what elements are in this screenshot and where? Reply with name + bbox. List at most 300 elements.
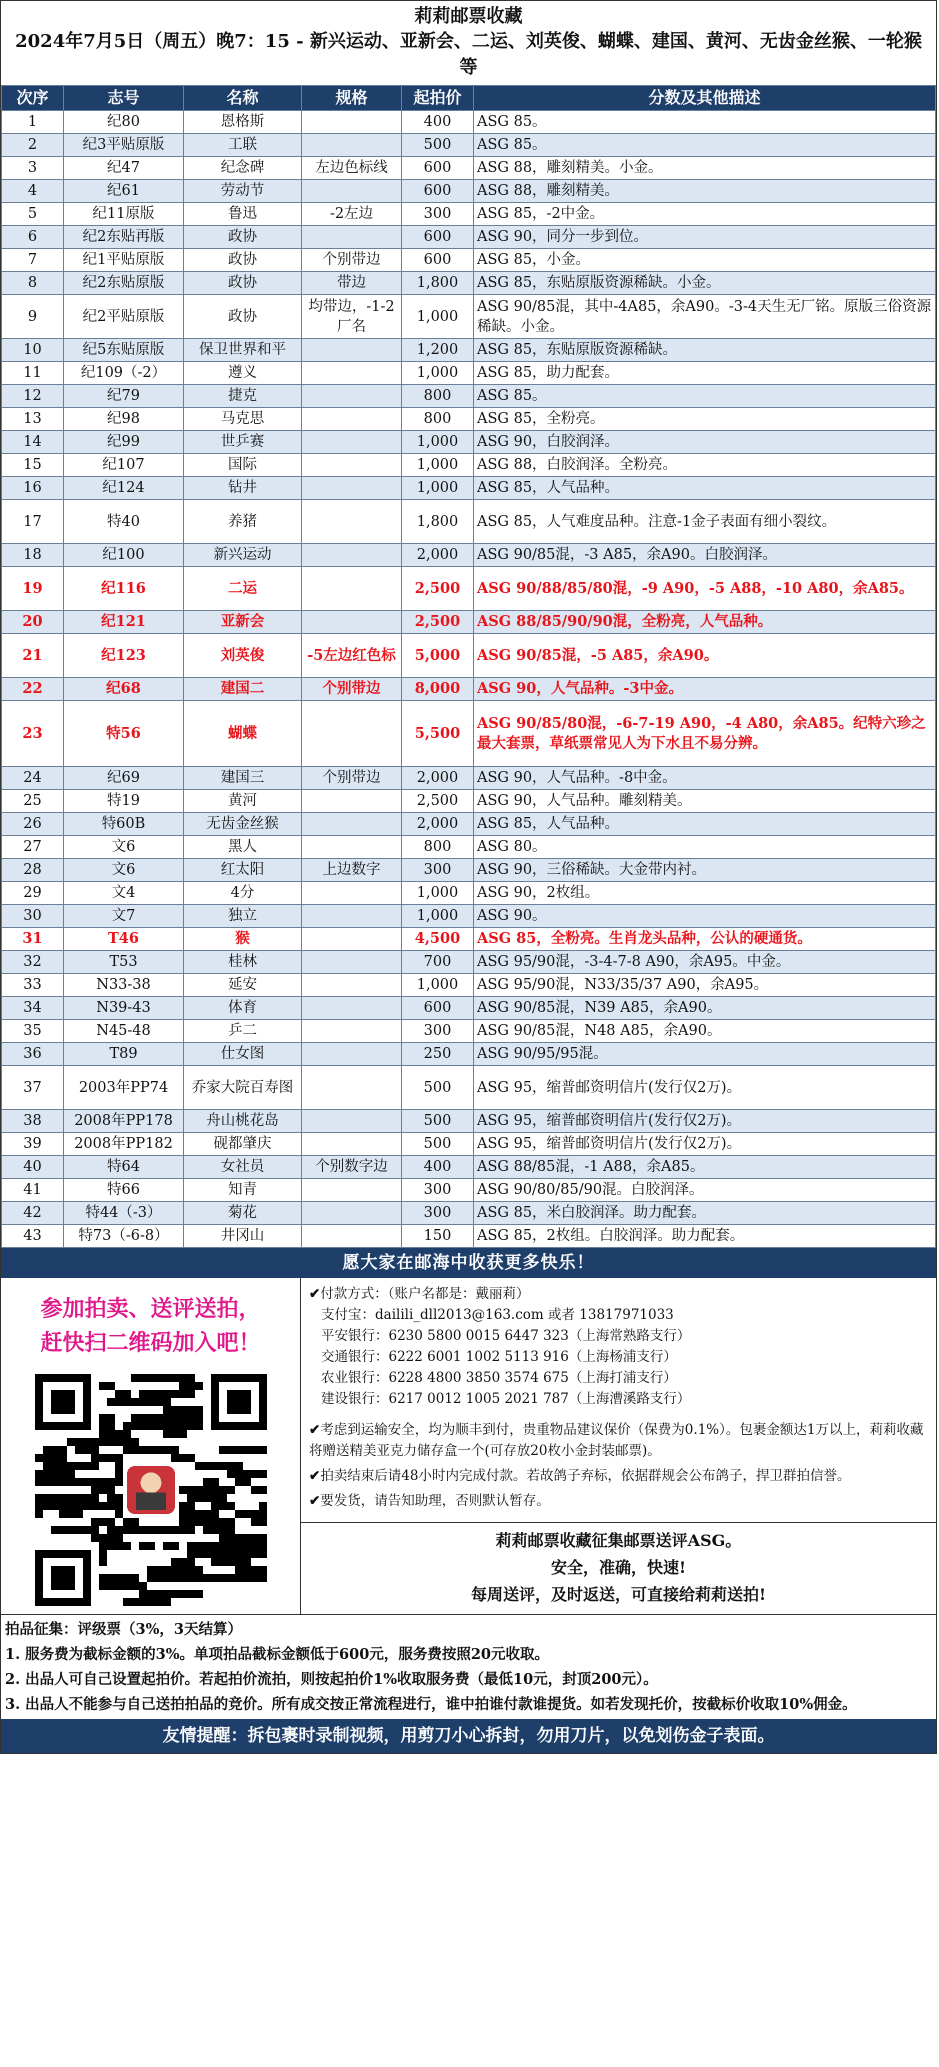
stamp-spec bbox=[302, 1202, 402, 1225]
stamp-id: 纪61 bbox=[64, 180, 184, 203]
col-header: 起拍价 bbox=[402, 86, 474, 111]
grade-description: ASG 90，白胶润泽。 bbox=[474, 431, 936, 454]
table-row bbox=[2, 385, 936, 408]
stamp-spec bbox=[302, 362, 402, 385]
stamp-name: 舟山桃花岛 bbox=[184, 1110, 302, 1133]
stamp-name: 独立 bbox=[184, 905, 302, 928]
table-row bbox=[2, 226, 936, 249]
grade-description: ASG 90/85混，N39 A85，余A90。 bbox=[474, 997, 936, 1020]
stamp-name: 保卫世界和平 bbox=[184, 339, 302, 362]
stamp-name: 黄河 bbox=[184, 790, 302, 813]
stamp-id: 特66 bbox=[64, 1179, 184, 1202]
table-row bbox=[2, 431, 936, 454]
stamp-name: 蝴蝶 bbox=[184, 701, 302, 767]
grade-description: ASG 90。 bbox=[474, 905, 936, 928]
notes-list bbox=[301, 1420, 936, 1522]
table-row bbox=[2, 500, 936, 544]
col-header: 志号 bbox=[64, 86, 184, 111]
stamp-id: 特60B bbox=[64, 813, 184, 836]
grade-description: ASG 85。 bbox=[474, 385, 936, 408]
lot-number: 7 bbox=[2, 249, 64, 272]
stamp-name: 黑人 bbox=[184, 836, 302, 859]
lot-number: 39 bbox=[2, 1133, 64, 1156]
consignment-rules bbox=[1, 1615, 936, 1719]
table-row bbox=[2, 1179, 936, 1202]
lot-number: 33 bbox=[2, 974, 64, 997]
stamp-spec bbox=[302, 1133, 402, 1156]
table-row bbox=[2, 477, 936, 500]
start-price: 600 bbox=[402, 997, 474, 1020]
stamp-spec bbox=[302, 905, 402, 928]
grade-description: ASG 90，同分一步到位。 bbox=[474, 226, 936, 249]
payment-account: 建设银行：6217 0012 1005 2021 787（上海漕溪路支行） bbox=[321, 1391, 691, 1407]
table-row bbox=[2, 951, 936, 974]
table-row bbox=[2, 454, 936, 477]
stamp-name: 乒二 bbox=[184, 1020, 302, 1043]
col-header: 规格 bbox=[302, 86, 402, 111]
grade-description: ASG 90，人气品种。-3中金。 bbox=[474, 678, 936, 701]
stamp-spec: 带边 bbox=[302, 272, 402, 295]
stamp-name: 二运 bbox=[184, 567, 302, 611]
grade-description: ASG 88/85混，-1 A88，余A85。 bbox=[474, 1156, 936, 1179]
table-row bbox=[2, 1043, 936, 1066]
stamp-name: 新兴运动 bbox=[184, 544, 302, 567]
lot-number: 17 bbox=[2, 500, 64, 544]
start-price: 1,000 bbox=[402, 431, 474, 454]
asg-line: 安全，准确，快速! bbox=[550, 1558, 687, 1577]
stamp-id: 文6 bbox=[64, 836, 184, 859]
grade-description: ASG 85，助力配套。 bbox=[474, 362, 936, 385]
lot-number: 26 bbox=[2, 813, 64, 836]
grade-description: ASG 85，东贴原版资源稀缺。小金。 bbox=[474, 272, 936, 295]
grade-description: ASG 95/90混，N33/35/37 A90，余A95。 bbox=[474, 974, 936, 997]
col-header: 分数及其他描述 bbox=[474, 86, 936, 111]
start-price: 5,500 bbox=[402, 701, 474, 767]
lot-number: 35 bbox=[2, 1020, 64, 1043]
start-price: 300 bbox=[402, 203, 474, 226]
grade-description: ASG 90/85混，其中-4A85，余A90。-3-4天生无厂铭。原版三俗资源稀缺。小金。 bbox=[474, 295, 936, 339]
stamp-spec bbox=[302, 544, 402, 567]
stamp-name: 政协 bbox=[184, 295, 302, 339]
lot-number: 25 bbox=[2, 790, 64, 813]
stamp-id: 文7 bbox=[64, 905, 184, 928]
stamp-name: 刘英俊 bbox=[184, 634, 302, 678]
check-icon: ✔ bbox=[309, 1468, 321, 1484]
start-price: 500 bbox=[402, 1066, 474, 1110]
lot-number: 16 bbox=[2, 477, 64, 500]
stamp-name: 砚都肇庆 bbox=[184, 1133, 302, 1156]
table-row bbox=[2, 295, 936, 339]
start-price: 600 bbox=[402, 249, 474, 272]
stamp-id: 纪123 bbox=[64, 634, 184, 678]
rule-item: 2. 出品人可自己设置起拍价。若起拍价流拍，则按起拍价1%收取服务费（最低10元，封顶200元）。 bbox=[5, 1671, 658, 1688]
stamp-id: 纪2东贴原版 bbox=[64, 272, 184, 295]
grade-description: ASG 88/85/90/90混，全粉亮，人气品种。 bbox=[474, 611, 936, 634]
table-row bbox=[2, 408, 936, 431]
stamp-spec: 均带边，-1-2厂名 bbox=[302, 295, 402, 339]
table-row bbox=[2, 813, 936, 836]
start-price: 2,000 bbox=[402, 767, 474, 790]
start-price: 500 bbox=[402, 1133, 474, 1156]
table-row bbox=[2, 203, 936, 226]
stamp-name: 遵义 bbox=[184, 362, 302, 385]
start-price: 2,500 bbox=[402, 611, 474, 634]
start-price: 1,000 bbox=[402, 882, 474, 905]
promo-line: 赶快扫二维码加入吧！ bbox=[40, 1330, 261, 1356]
table-row bbox=[2, 134, 936, 157]
payment-panel bbox=[301, 1278, 936, 1614]
stamp-spec bbox=[302, 1020, 402, 1043]
stamp-spec bbox=[302, 1179, 402, 1202]
grade-description: ASG 90/85混，N48 A85，余A90。 bbox=[474, 1020, 936, 1043]
lot-number: 32 bbox=[2, 951, 64, 974]
start-price: 250 bbox=[402, 1043, 474, 1066]
start-price: 1,000 bbox=[402, 905, 474, 928]
auction-subtitle: 2024年7月5日（周五）晚7：15 - 新兴运动、亚新会、二运、刘英俊、蝴蝶、建国、黄河、无齿金丝猴、一轮猴等 bbox=[15, 31, 922, 78]
grade-description: ASG 85，人气品种。 bbox=[474, 813, 936, 836]
table-row bbox=[2, 1110, 936, 1133]
table-row bbox=[2, 1133, 936, 1156]
stamp-spec bbox=[302, 882, 402, 905]
blessing-banner: 愿大家在邮海中收获更多快乐！ bbox=[1, 1248, 936, 1278]
lot-number: 10 bbox=[2, 339, 64, 362]
start-price: 600 bbox=[402, 157, 474, 180]
start-price: 300 bbox=[402, 1179, 474, 1202]
grade-description: ASG 95，缩普邮资明信片(发行仅2万)。 bbox=[474, 1066, 936, 1110]
grade-description: ASG 90/85混，-5 A85，余A90。 bbox=[474, 634, 936, 678]
stamp-name: 体育 bbox=[184, 997, 302, 1020]
grade-description: ASG 95，缩普邮资明信片(发行仅2万)。 bbox=[474, 1133, 936, 1156]
table-header-row bbox=[2, 86, 936, 111]
grade-description: ASG 85，人气难度品种。注意-1金子表面有细小裂纹。 bbox=[474, 500, 936, 544]
stamp-name: 猴 bbox=[184, 928, 302, 951]
start-price: 150 bbox=[402, 1225, 474, 1248]
start-price: 600 bbox=[402, 180, 474, 203]
lot-number: 36 bbox=[2, 1043, 64, 1066]
table-row bbox=[2, 1066, 936, 1110]
start-price: 400 bbox=[402, 111, 474, 134]
grade-description: ASG 90，三俗稀缺。大金带内衬。 bbox=[474, 859, 936, 882]
friendly-reminder: 友情提醒：拆包裹时录制视频，用剪刀小心拆封，勿用刀片，以免划伤金子表面。 bbox=[1, 1719, 936, 1753]
stamp-id: 纪98 bbox=[64, 408, 184, 431]
grade-description: ASG 85，全粉亮。 bbox=[474, 408, 936, 431]
lot-number: 28 bbox=[2, 859, 64, 882]
stamp-spec bbox=[302, 790, 402, 813]
stamp-name: 建国三 bbox=[184, 767, 302, 790]
start-price: 1,000 bbox=[402, 454, 474, 477]
lot-number: 42 bbox=[2, 1202, 64, 1225]
table-row bbox=[2, 1225, 936, 1248]
stamp-spec bbox=[302, 997, 402, 1020]
stamp-name: 无齿金丝猴 bbox=[184, 813, 302, 836]
stamp-spec bbox=[302, 408, 402, 431]
start-price: 1,200 bbox=[402, 339, 474, 362]
note-item: 拍卖结束后请48小时内完成付款。若故鸽子弃标，依据群规会公布鸽子，捍卫群拍信誉。 bbox=[320, 1468, 851, 1484]
stamp-name: 恩格斯 bbox=[184, 111, 302, 134]
table-row bbox=[2, 611, 936, 634]
lot-number: 20 bbox=[2, 611, 64, 634]
stamp-spec: -5左边红色标 bbox=[302, 634, 402, 678]
payment-methods bbox=[301, 1278, 936, 1418]
stamp-id: 纪109（-2） bbox=[64, 362, 184, 385]
lot-number: 1 bbox=[2, 111, 64, 134]
start-price: 1,000 bbox=[402, 974, 474, 997]
stamp-spec bbox=[302, 974, 402, 997]
stamp-id: 特64 bbox=[64, 1156, 184, 1179]
lot-number: 21 bbox=[2, 634, 64, 678]
stamp-id: 纪2平贴原版 bbox=[64, 295, 184, 339]
payment-account: 平安银行：6230 5800 0015 6447 323（上海常熟路支行） bbox=[321, 1328, 691, 1344]
qr-code-icon[interactable] bbox=[35, 1374, 267, 1606]
start-price: 5,000 bbox=[402, 634, 474, 678]
info-section bbox=[1, 1278, 936, 1615]
stamp-id: 纪80 bbox=[64, 111, 184, 134]
stamp-id: 纪68 bbox=[64, 678, 184, 701]
lot-number: 38 bbox=[2, 1110, 64, 1133]
check-icon: ✔ bbox=[309, 1422, 321, 1438]
stamp-spec: 个别带边 bbox=[302, 249, 402, 272]
stamp-id: 纪99 bbox=[64, 431, 184, 454]
stamp-id: N33-38 bbox=[64, 974, 184, 997]
grade-description: ASG 80。 bbox=[474, 836, 936, 859]
lot-number: 40 bbox=[2, 1156, 64, 1179]
stamp-name: 菊花 bbox=[184, 1202, 302, 1225]
stamp-id: 纪100 bbox=[64, 544, 184, 567]
stamp-id: 纪121 bbox=[64, 611, 184, 634]
lot-number: 3 bbox=[2, 157, 64, 180]
table-row bbox=[2, 111, 936, 134]
stamp-id: 文4 bbox=[64, 882, 184, 905]
stamp-name: 马克思 bbox=[184, 408, 302, 431]
table-row bbox=[2, 634, 936, 678]
stamp-spec bbox=[302, 611, 402, 634]
col-header: 名称 bbox=[184, 86, 302, 111]
stamp-spec bbox=[302, 111, 402, 134]
promo-panel bbox=[1, 1278, 301, 1614]
stamp-spec bbox=[302, 477, 402, 500]
stamp-id: T46 bbox=[64, 928, 184, 951]
lot-number: 6 bbox=[2, 226, 64, 249]
asg-line: 每周送评，及时返送，可直接给莉莉送拍! bbox=[470, 1585, 767, 1604]
start-price: 500 bbox=[402, 134, 474, 157]
table-row bbox=[2, 157, 936, 180]
stamp-name: 红太阳 bbox=[184, 859, 302, 882]
lot-number: 34 bbox=[2, 997, 64, 1020]
lot-number: 24 bbox=[2, 767, 64, 790]
lot-number: 9 bbox=[2, 295, 64, 339]
start-price: 4,500 bbox=[402, 928, 474, 951]
lot-number: 4 bbox=[2, 180, 64, 203]
check-icon: ✔ bbox=[309, 1493, 321, 1509]
table-row bbox=[2, 180, 936, 203]
start-price: 1,800 bbox=[402, 272, 474, 295]
stamp-id: 纪3平贴原版 bbox=[64, 134, 184, 157]
grade-description: ASG 88，雕刻精美。小金。 bbox=[474, 157, 936, 180]
stamp-name: 政协 bbox=[184, 249, 302, 272]
grade-description: ASG 90，2枚组。 bbox=[474, 882, 936, 905]
lot-number: 37 bbox=[2, 1066, 64, 1110]
grade-description: ASG 85。 bbox=[474, 111, 936, 134]
lot-number: 13 bbox=[2, 408, 64, 431]
stamp-spec bbox=[302, 1225, 402, 1248]
stamp-name: 政协 bbox=[184, 272, 302, 295]
stamp-spec: 上边数字 bbox=[302, 859, 402, 882]
lot-number: 8 bbox=[2, 272, 64, 295]
table-row bbox=[2, 1156, 936, 1179]
stamp-id: 纪47 bbox=[64, 157, 184, 180]
stamp-spec: -2左边 bbox=[302, 203, 402, 226]
stamp-spec bbox=[302, 567, 402, 611]
grade-description: ASG 90，人气品种。雕刻精美。 bbox=[474, 790, 936, 813]
start-price: 2,000 bbox=[402, 544, 474, 567]
promo-line: 参加拍卖、送评送拍， bbox=[40, 1296, 261, 1322]
stamp-name: 女社员 bbox=[184, 1156, 302, 1179]
rule-item: 1. 服务费为截标金额的3%。单项拍品截标金额低于600元，服务费按照20元收取。 bbox=[5, 1646, 549, 1663]
lot-number: 11 bbox=[2, 362, 64, 385]
stamp-id: N39-43 bbox=[64, 997, 184, 1020]
table-row bbox=[2, 339, 936, 362]
stamp-spec bbox=[302, 500, 402, 544]
start-price: 8,000 bbox=[402, 678, 474, 701]
stamp-name: 知青 bbox=[184, 1179, 302, 1202]
start-price: 1,000 bbox=[402, 362, 474, 385]
stamp-name: 鲁迅 bbox=[184, 203, 302, 226]
stamp-spec: 个别带边 bbox=[302, 767, 402, 790]
table-row bbox=[2, 790, 936, 813]
start-price: 1,800 bbox=[402, 500, 474, 544]
stamp-id: 纪11原版 bbox=[64, 203, 184, 226]
grade-description: ASG 85，人气品种。 bbox=[474, 477, 936, 500]
start-price: 600 bbox=[402, 226, 474, 249]
stamp-name: 政协 bbox=[184, 226, 302, 249]
payment-account: 农业银行：6228 4800 3850 3574 675（上海打浦支行） bbox=[321, 1370, 677, 1386]
col-header: 次序 bbox=[2, 86, 64, 111]
lot-number: 43 bbox=[2, 1225, 64, 1248]
stamp-id: 纪107 bbox=[64, 454, 184, 477]
asg-service-box bbox=[301, 1522, 936, 1614]
table-row bbox=[2, 836, 936, 859]
lot-number: 19 bbox=[2, 567, 64, 611]
lot-number: 12 bbox=[2, 385, 64, 408]
start-price: 700 bbox=[402, 951, 474, 974]
start-price: 1,000 bbox=[402, 295, 474, 339]
stamp-name: 劳动节 bbox=[184, 180, 302, 203]
lot-number: 29 bbox=[2, 882, 64, 905]
grade-description: ASG 90/85混，-3 A85，余A90。白胶润泽。 bbox=[474, 544, 936, 567]
table-row bbox=[2, 567, 936, 611]
stamp-spec bbox=[302, 454, 402, 477]
lot-number: 2 bbox=[2, 134, 64, 157]
table-row bbox=[2, 1202, 936, 1225]
lot-number: 22 bbox=[2, 678, 64, 701]
table-row bbox=[2, 905, 936, 928]
stamp-name: 工联 bbox=[184, 134, 302, 157]
lot-number: 18 bbox=[2, 544, 64, 567]
start-price: 2,500 bbox=[402, 567, 474, 611]
stamp-id: 纪5东贴原版 bbox=[64, 339, 184, 362]
start-price: 2,500 bbox=[402, 790, 474, 813]
grade-description: ASG 90/85/80混，-6-7-19 A90，-4 A80，余A85。纪特六珍之最大套票，草纸票常见人为下水且不易分辨。 bbox=[474, 701, 936, 767]
table-row bbox=[2, 249, 936, 272]
stamp-id: T53 bbox=[64, 951, 184, 974]
table-row bbox=[2, 882, 936, 905]
start-price: 800 bbox=[402, 408, 474, 431]
stamp-name: 仕女图 bbox=[184, 1043, 302, 1066]
stamp-name: 井冈山 bbox=[184, 1225, 302, 1248]
table-row bbox=[2, 928, 936, 951]
stamp-id: 纪79 bbox=[64, 385, 184, 408]
stamp-spec bbox=[302, 134, 402, 157]
grade-description: ASG 95/90混，-3-4-7-8 A90，余A95。中金。 bbox=[474, 951, 936, 974]
stamp-name: 钻井 bbox=[184, 477, 302, 500]
start-price: 800 bbox=[402, 385, 474, 408]
stamp-spec: 左边色标线 bbox=[302, 157, 402, 180]
start-price: 400 bbox=[402, 1156, 474, 1179]
stamp-id: 纪124 bbox=[64, 477, 184, 500]
table-row bbox=[2, 1020, 936, 1043]
stamp-spec bbox=[302, 385, 402, 408]
stamp-name: 延安 bbox=[184, 974, 302, 997]
lot-number: 15 bbox=[2, 454, 64, 477]
stamp-id: 特73（-6-8） bbox=[64, 1225, 184, 1248]
stamp-name: 养猪 bbox=[184, 500, 302, 544]
stamp-spec bbox=[302, 1110, 402, 1133]
stamp-spec bbox=[302, 836, 402, 859]
check-icon: ✔ bbox=[309, 1286, 321, 1302]
table-row bbox=[2, 362, 936, 385]
grade-description: ASG 90，人气品种。-8中金。 bbox=[474, 767, 936, 790]
stamp-id: 特56 bbox=[64, 701, 184, 767]
lots-body bbox=[2, 111, 936, 1248]
stamp-id: 文6 bbox=[64, 859, 184, 882]
lot-number: 5 bbox=[2, 203, 64, 226]
stamp-id: 2003年PP74 bbox=[64, 1066, 184, 1110]
stamp-name: 国际 bbox=[184, 454, 302, 477]
grade-description: ASG 88，白胶润泽。全粉亮。 bbox=[474, 454, 936, 477]
stamp-id: N45-48 bbox=[64, 1020, 184, 1043]
table-row bbox=[2, 859, 936, 882]
stamp-name: 4分 bbox=[184, 882, 302, 905]
stamp-name: 亚新会 bbox=[184, 611, 302, 634]
stamp-spec: 个别带边 bbox=[302, 678, 402, 701]
note-item: 要发货，请告知助理，否则默认暂存。 bbox=[320, 1493, 550, 1509]
table-row bbox=[2, 544, 936, 567]
stamp-id: 纪116 bbox=[64, 567, 184, 611]
stamp-name: 乔家大院百寿图 bbox=[184, 1066, 302, 1110]
start-price: 1,000 bbox=[402, 477, 474, 500]
stamp-id: 2008年PP178 bbox=[64, 1110, 184, 1133]
lot-number: 41 bbox=[2, 1179, 64, 1202]
grade-description: ASG 85，小金。 bbox=[474, 249, 936, 272]
stamp-name: 建国二 bbox=[184, 678, 302, 701]
stamp-spec: 个别数字边 bbox=[302, 1156, 402, 1179]
stamp-id: T89 bbox=[64, 1043, 184, 1066]
stamp-id: 纪2东贴再版 bbox=[64, 226, 184, 249]
stamp-id: 2008年PP182 bbox=[64, 1133, 184, 1156]
table-row bbox=[2, 997, 936, 1020]
stamp-id: 纪69 bbox=[64, 767, 184, 790]
start-price: 800 bbox=[402, 836, 474, 859]
grade-description: ASG 85，全粉亮。生肖龙头品种，公认的硬通货。 bbox=[474, 928, 936, 951]
stamp-id: 特19 bbox=[64, 790, 184, 813]
grade-description: ASG 90/95/95混。 bbox=[474, 1043, 936, 1066]
grade-description: ASG 88，雕刻精美。 bbox=[474, 180, 936, 203]
table-row bbox=[2, 767, 936, 790]
grade-description: ASG 95，缩普邮资明信片(发行仅2万)。 bbox=[474, 1110, 936, 1133]
start-price: 300 bbox=[402, 1020, 474, 1043]
page-title: 莉莉邮票收藏 bbox=[414, 6, 523, 27]
grade-description: ASG 85，米白胶润泽。助力配套。 bbox=[474, 1202, 936, 1225]
